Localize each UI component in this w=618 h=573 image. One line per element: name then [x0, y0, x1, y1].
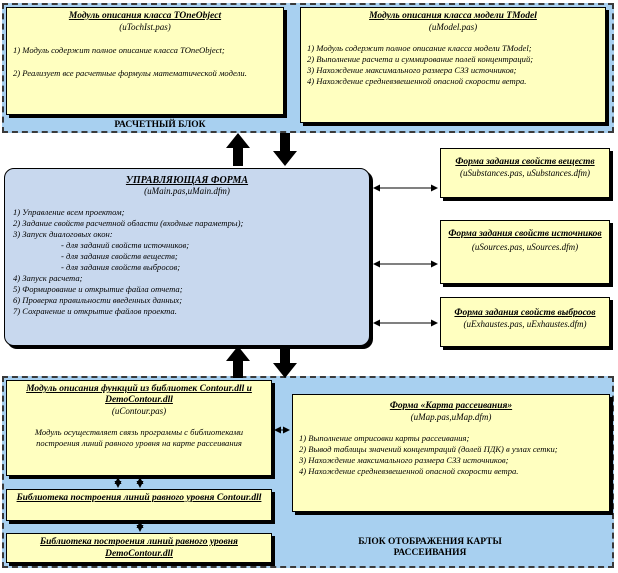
main-form-item-4: 4) Запуск расчета;	[13, 273, 83, 283]
main-form-file: (uMain.pas,uMain.dfm)	[144, 186, 230, 196]
tonobject-item-1: 1) Модуль содержит полное описание класса TOneObject;	[13, 45, 225, 55]
contour-module-file: (uContour.pas)	[111, 406, 167, 416]
contour-module-text: Модуль осуществляет связь программы с библиотеками построения линий равного уровня на карте рассеивания	[34, 427, 244, 448]
substances-form-title: Форма задания свойств веществ	[455, 157, 595, 167]
map-form-item-4: 4) Нахождение средневзвешенной опасной скорости ветра.	[299, 466, 519, 476]
main-form-item-2: 2) Задание свойств расчетной области (входные параметры);	[13, 218, 244, 228]
tmodel-item-1: 1) Модуль содержит полное описание класса модели TModel;	[307, 43, 532, 53]
main-form-item-5: 5) Формирование и открытие файла отчета;	[13, 284, 183, 294]
main-form-item-6: 6) Проверка правильности введенных данных;	[13, 295, 183, 305]
tmodel-item-2: 2) Выполнение расчета и суммирование полей концентраций;	[307, 54, 534, 64]
main-form-item-3: 3) Запуск диалоговых окон:	[13, 229, 113, 239]
tmodel-title: Модуль описания класса модели TModel	[369, 11, 537, 21]
tmodel-file: (uModel.pas)	[428, 22, 478, 32]
tmodel-item-4: 4) Нахождение средневзвешенной опасной скорости ветра.	[307, 76, 527, 86]
exhaustes-form-file: (uExhaustes.pas, uExhaustes.dfm)	[463, 319, 587, 329]
tmodel-item-3: 3) Нахождение максимального размера СЗЗ источников;	[307, 65, 517, 75]
arrow-up-to-main	[226, 346, 250, 378]
map-form-file: (uMap.pas,uMap.dfm)	[410, 412, 492, 422]
substances-form-file: (uSubstances.pas, uSubstances.dfm)	[460, 168, 590, 178]
contour-module-title: Модуль описания функций из библиотек Contour.dll и DemoContour.dll	[26, 384, 252, 405]
map-form-title: Форма «Карта рассеивания»	[389, 401, 513, 411]
main-form-item-3a: - для заданий свойств источников;	[61, 240, 190, 250]
map-form-item-1: 1) Выполнение отрисовки карты рассеивания;	[299, 433, 470, 443]
tonobject-file: (uTochIst.pas)	[119, 22, 171, 32]
map-block-label: БЛОК ОТОБРАЖЕНИЯ КАРТЫ РАССЕИВАНИЯ	[358, 537, 502, 558]
arrow-up-to-calc	[226, 133, 250, 166]
main-form-title: УПРАВЛЯЮЩАЯ ФОРМА	[125, 175, 249, 186]
lib-contour-title: Библиотека построения линий равного уровня Contour.dll	[16, 493, 262, 503]
exhaustes-form-title: Форма задания свойств выбросов	[454, 308, 596, 318]
main-form-item-1: 1) Управление всем проектом;	[13, 207, 125, 217]
lib-demo-title: Библиотека построения линий равного уровня DemoContour.dll	[40, 537, 238, 559]
tonobject-item-2: 2) Реализует все расчетные формулы математической модели.	[13, 68, 247, 78]
calc-block-label: РАСЧЕТНЫЙ БЛОК	[114, 120, 206, 130]
tonobject-title: Модуль описания класса TOneObject	[68, 11, 222, 21]
map-form-item-3: 3) Нахождение максимального размера СЗЗ источников;	[299, 455, 509, 465]
arrow-down-to-main	[273, 133, 297, 166]
sources-form-title: Форма задания свойств источников	[448, 229, 602, 239]
main-form-item-3c: - для задания свойств выбросов;	[61, 262, 181, 272]
map-form-item-2: 2) Вывод таблицы значений концентраций (долей ПДК) в узлах сетки;	[299, 444, 558, 454]
main-form-item-3b: - для задания свойств веществ;	[61, 251, 178, 261]
sources-form-file: (uSources.pas, uSources.dfm)	[471, 242, 579, 252]
arrow-down-to-map	[273, 346, 297, 378]
main-form-item-7: 7) Сохранение и открытие файлов проекта.	[13, 306, 177, 316]
